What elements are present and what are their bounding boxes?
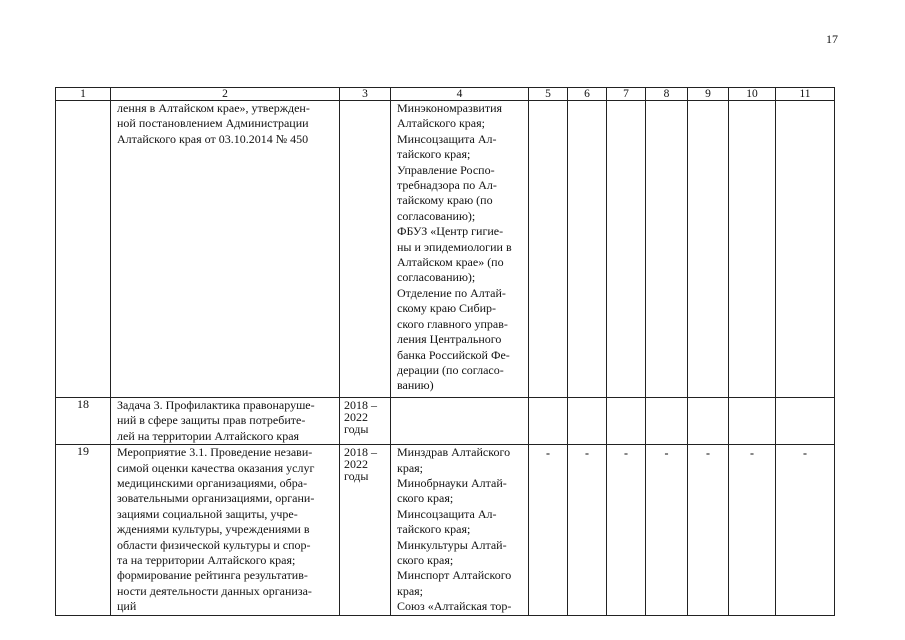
measure-cell — [111, 398, 340, 445]
col4-line: ского главного управ- — [397, 316, 508, 331]
measure-cell — [111, 101, 340, 398]
col4-line: Союз «Алтайская тор- — [397, 599, 512, 614]
value-cell-col-11: - — [776, 445, 835, 615]
header-col-4: 4 — [391, 88, 529, 101]
value-cell-col-6 — [568, 398, 607, 445]
col4-line: тайскому краю (по — [397, 193, 493, 208]
table-row — [56, 445, 835, 615]
header-col-2: 2 — [111, 88, 340, 101]
row-number — [56, 101, 111, 398]
value-cell-col-8: - — [646, 445, 688, 615]
value-cell-col-5 — [529, 398, 568, 445]
period-cell — [340, 101, 391, 398]
col4-line: согласованию); — [397, 270, 476, 285]
col4-line: ского края; — [397, 491, 454, 506]
header-col-6: 6 — [568, 88, 607, 101]
col4-line: Минобрнауки Алтай- — [397, 476, 507, 491]
value-cell-col-8 — [646, 398, 688, 445]
col4-line: Минсоцзащита Ал- — [397, 506, 497, 521]
col2-line: Задача 3. Профилактика правонаруше- — [117, 398, 315, 412]
col2-line: ний в сфере защиты прав потребите- — [117, 413, 306, 428]
header-col-9: 9 — [688, 88, 729, 101]
period-cell — [340, 398, 391, 445]
col2-line: ности деятельности данных организа- — [117, 583, 312, 598]
col4-line: Минсоцзащита Ал- — [397, 131, 497, 146]
value-cell-col-11 — [776, 398, 835, 445]
col4-line: Минздрав Алтайского — [397, 445, 511, 460]
col2-line: симой оценки качества оказания услуг — [117, 460, 315, 475]
col4-line: Алтайского края; — [397, 116, 485, 131]
header-col-10: 10 — [729, 88, 776, 101]
header-col-1: 1 — [56, 88, 111, 101]
col4-line: Отделение по Алтай- — [397, 285, 506, 300]
col2-line: ждениями культуры, учреждениями в — [117, 522, 310, 537]
col4-line: скому краю Сибир- — [397, 301, 496, 316]
value-cell-col-10 — [729, 101, 776, 398]
col3-line: 2022 — [344, 410, 368, 424]
header-col-7: 7 — [607, 88, 646, 101]
col4-line: требнадзора по Ал- — [397, 178, 497, 193]
col3-line: годы — [344, 422, 369, 436]
measures-table — [55, 87, 835, 616]
col3-line: 2018 – — [344, 398, 377, 412]
col3-line: 2022 — [344, 457, 368, 472]
value-cell-col-9: - — [688, 445, 729, 615]
value-cell-col-10: - — [729, 445, 776, 615]
col4-line: Минэкономразвития — [397, 101, 503, 115]
col4-line: банка Российской Фе- — [397, 347, 510, 362]
value-cell-col-6 — [568, 101, 607, 398]
col4-line: ления Центрального — [397, 332, 502, 347]
col4-line: ванию) — [397, 378, 434, 393]
col2-line: зовательными организациями, органи- — [117, 491, 315, 506]
value-cell-col-10 — [729, 398, 776, 445]
col2-line: медицинскими организациями, обра- — [117, 476, 308, 491]
measure-cell — [111, 445, 340, 615]
header-row — [56, 88, 835, 101]
table-row — [56, 101, 835, 398]
col4-line: ФБУЗ «Центр гигие- — [397, 224, 504, 239]
col2-line: ций — [117, 599, 137, 614]
col4-line: края; — [397, 460, 424, 475]
page-number: 17 — [826, 32, 838, 46]
row-number: 18 — [56, 398, 111, 445]
header-col-11: 11 — [776, 88, 835, 101]
col2-line: Алтайского края от 03.10.2014 № 450 — [117, 131, 309, 146]
col2-line: зациями социальной защиты, учре- — [117, 506, 298, 521]
executor-cell — [391, 398, 529, 445]
value-cell-col-5: - — [529, 445, 568, 615]
col4-line: ского края; — [397, 553, 454, 568]
col4-line: дерации (по согласо- — [397, 362, 504, 377]
col4-line: Минспорт Алтайского — [397, 568, 512, 583]
col4-line: края; — [397, 583, 424, 598]
header-col-5: 5 — [529, 88, 568, 101]
col2-line: Мероприятие 3.1. Проведение незави- — [117, 445, 313, 460]
row-number: 19 — [56, 445, 111, 615]
value-cell-col-9 — [688, 398, 729, 445]
col4-line: ны и эпидемиологии в — [397, 239, 512, 254]
table-row — [56, 398, 835, 445]
col2-line: та на территории Алтайского края; — [117, 553, 296, 568]
period-cell — [340, 445, 391, 615]
value-cell-col-9 — [688, 101, 729, 398]
value-cell-col-5 — [529, 101, 568, 398]
col3-line: 2018 – — [344, 445, 377, 460]
value-cell-col-7 — [607, 398, 646, 445]
col4-line: согласованию); — [397, 208, 476, 223]
col3-line: годы — [344, 469, 369, 484]
executor-cell — [391, 101, 529, 398]
col4-line: Управление Роспо- — [397, 162, 495, 177]
value-cell-col-11 — [776, 101, 835, 398]
value-cell-col-8 — [646, 101, 688, 398]
header-col-8: 8 — [646, 88, 688, 101]
header-col-3: 3 — [340, 88, 391, 101]
col2-line: формирование рейтинга результатив- — [117, 568, 308, 583]
col2-line: области физической культуры и спор- — [117, 537, 311, 552]
col4-line: тайского края; — [397, 522, 471, 537]
value-cell-col-7 — [607, 101, 646, 398]
value-cell-col-7: - — [607, 445, 646, 615]
value-cell-col-6: - — [568, 445, 607, 615]
col4-line: тайского края; — [397, 147, 471, 162]
col2-line: ной постановлением Администрации — [117, 116, 309, 131]
col2-line: лення в Алтайском крае», утвержден- — [117, 101, 310, 115]
executor-cell — [391, 445, 529, 615]
col4-line: Минкультуры Алтай- — [397, 537, 507, 552]
col4-line: Алтайском крае» (по — [397, 255, 504, 270]
col2-line: лей на территории Алтайского края — [117, 428, 300, 443]
